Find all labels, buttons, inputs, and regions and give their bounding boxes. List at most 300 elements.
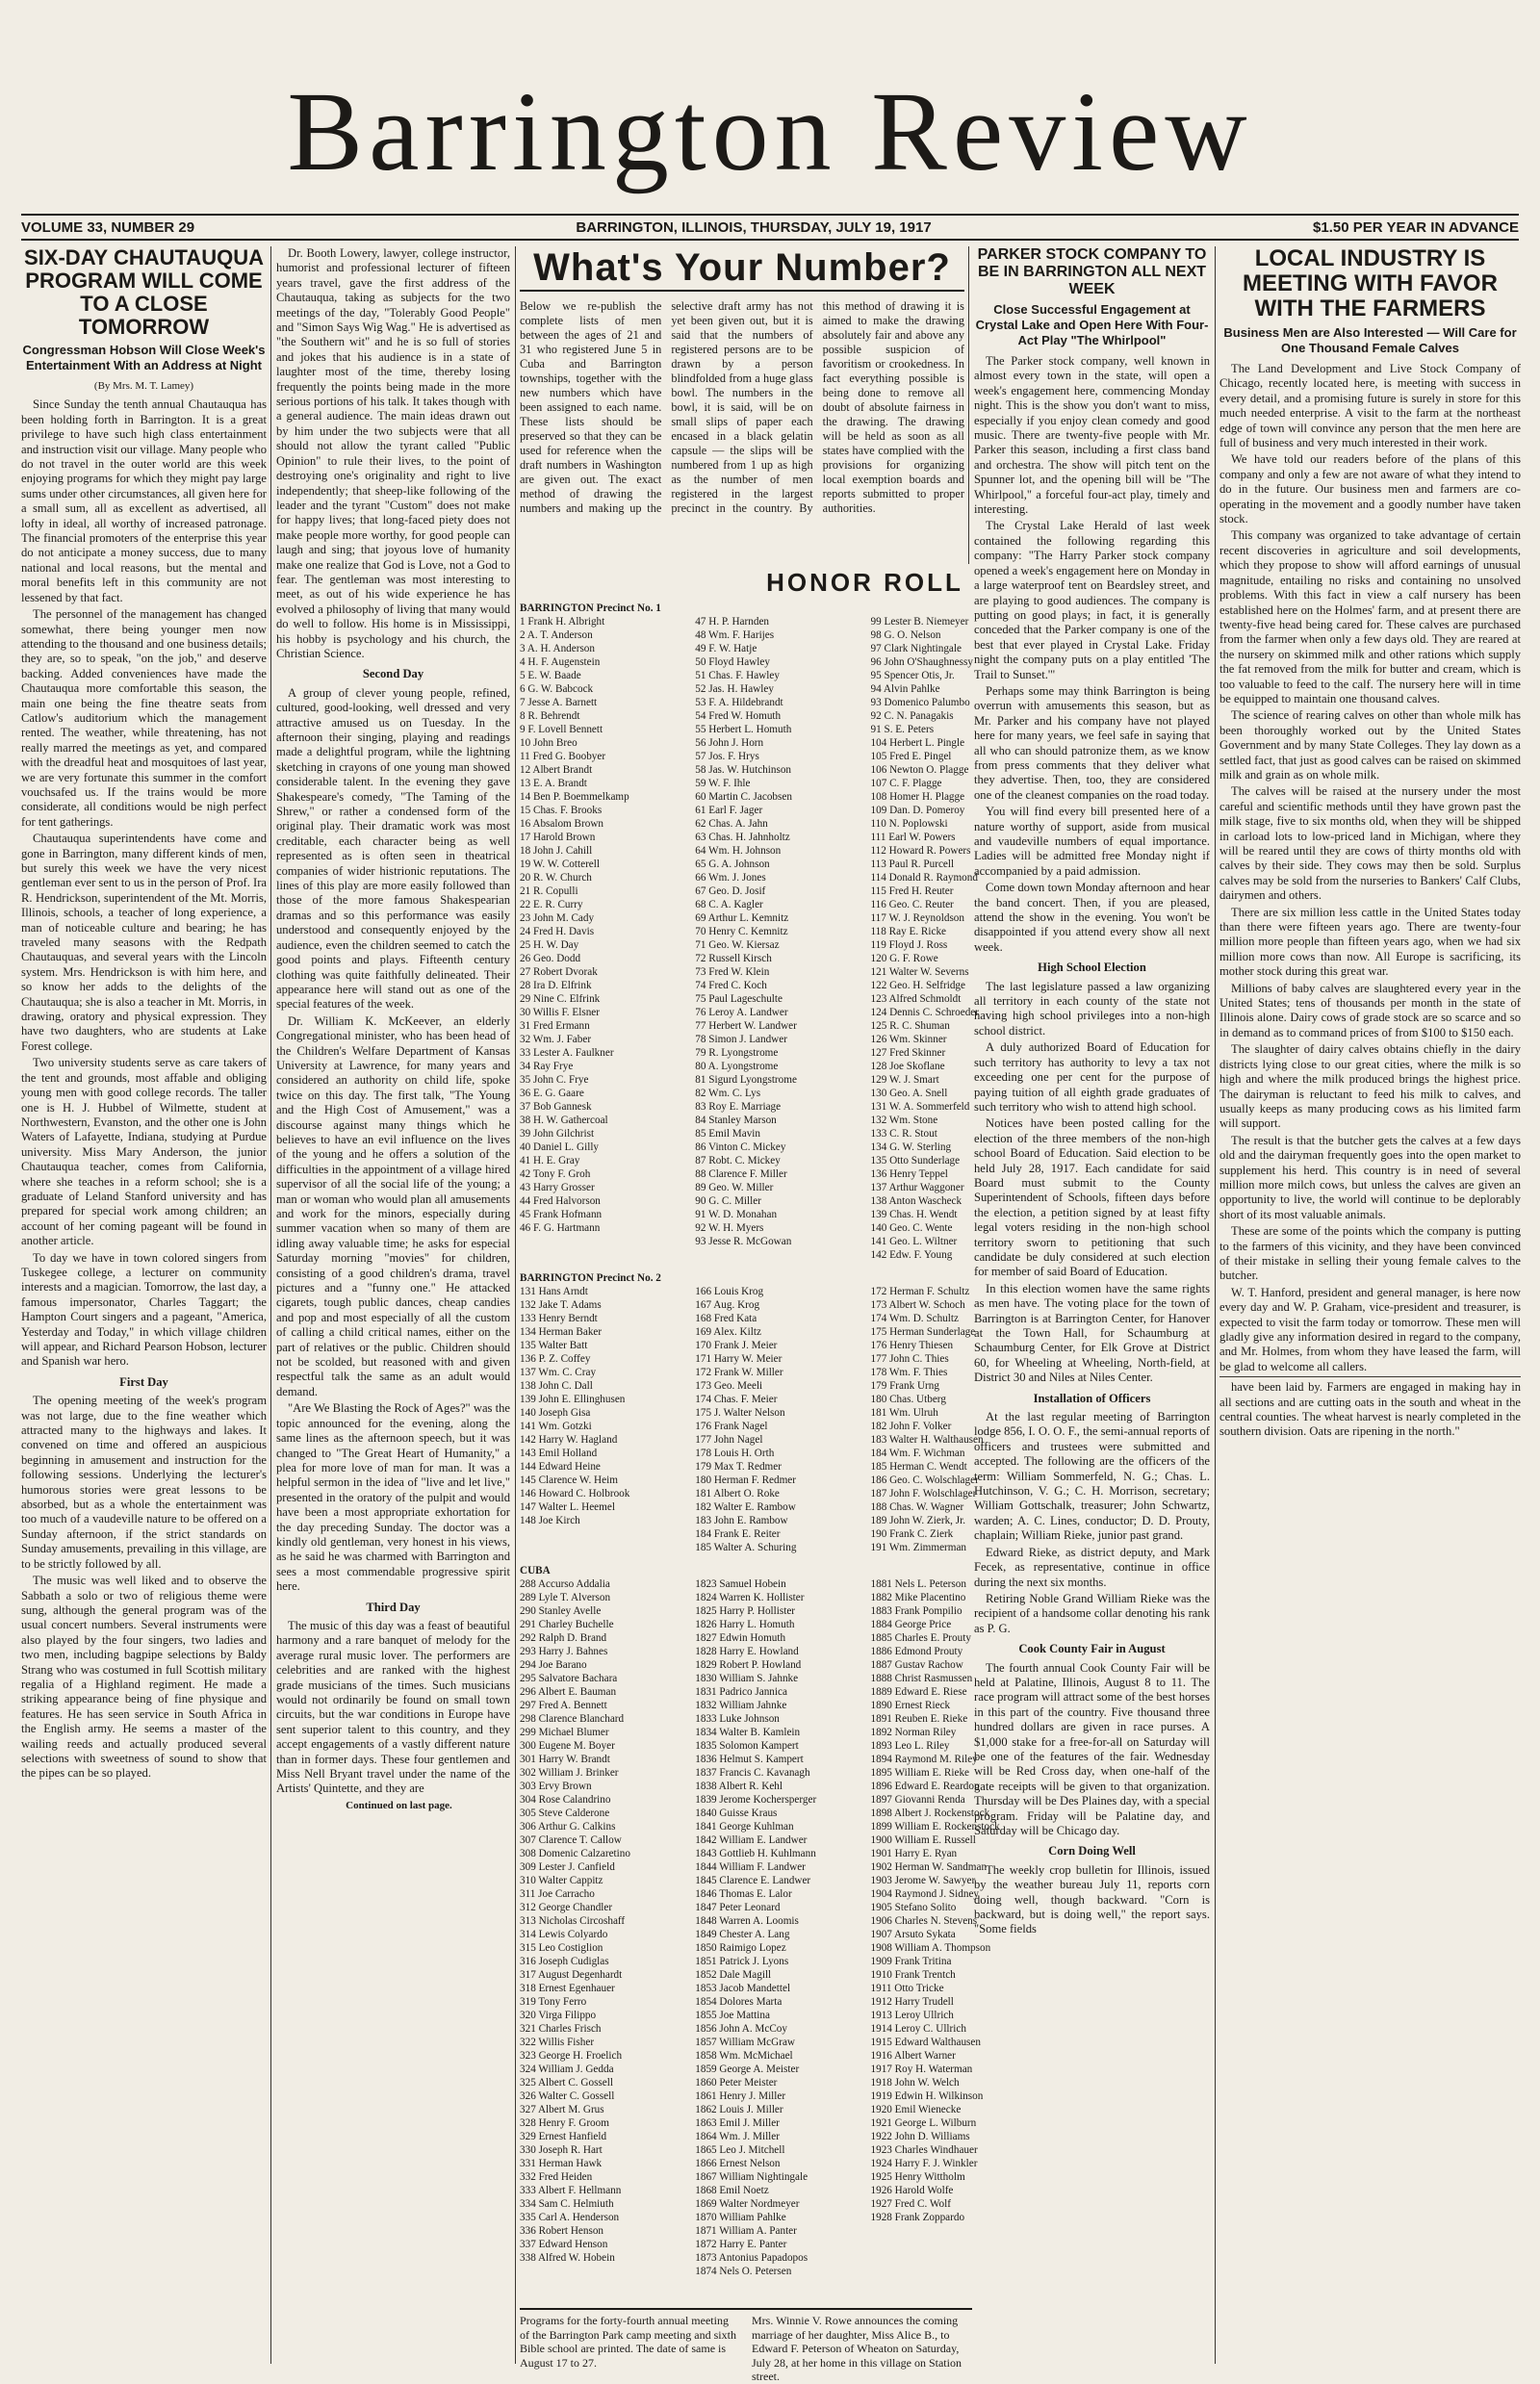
honor-roll-entry: 308 Domenic Calzaretino <box>520 1848 630 1859</box>
honor-roll-entry: 176 Frank Nagel <box>695 1421 768 1432</box>
honor-roll-entry: 338 Alfred W. Hobein <box>520 2252 615 2264</box>
honor-roll-entry: 21 R. Copulli <box>520 885 578 897</box>
honor-roll-entry: 1912 Harry Trudell <box>870 1996 954 2008</box>
honor-roll-entry: 297 Fred A. Bennett <box>520 1700 607 1711</box>
honor-roll-entry: 1925 Henry Wittholm <box>870 2171 965 2183</box>
honor-roll-entry: 293 Harry J. Bahnes <box>520 1646 608 1657</box>
honor-roll-entry: 1927 Fred C. Wolf <box>870 2198 951 2210</box>
honor-roll-entry: 3 A. H. Anderson <box>520 643 595 654</box>
honor-roll-entry: 29 Nine C. Elfrink <box>520 993 601 1005</box>
honor-roll-entry: 1903 Jerome W. Sawyer <box>870 1875 976 1886</box>
honor-roll-entry: 1890 Ernest Rieck <box>870 1700 951 1711</box>
honor-roll-entry: 191 Wm. Zimmerman <box>870 1542 967 1553</box>
honor-roll-entry: 1 Frank H. Albright <box>520 616 605 628</box>
paragraph: This company was organized to take advantage of certain recent discoveries in agriculture and soil developments, which they propose to show will afford earnings of unusual magnitude, entailing no risks and containing no unsolved problems. With this fact in view a calf nursery has been established here on the Holmes' farm, and at present there are twenty-five head being cared for. These calves are purchased from the farmer when only a few days old. They are reared at the nursery on skimmed milk and other rations which supply the fat removed from the milk for butter and cream, which is too valuable to feed to the calf. The nursery here will in time be equipped to maintain one thousand calves. <box>1219 528 1521 705</box>
honor-roll-entry: 129 W. J. Smart <box>870 1074 939 1086</box>
honor-roll-entry: 122 Geo. H. Selfridge <box>870 980 965 991</box>
honor-roll-entry: 133 Henry Berndt <box>520 1313 598 1324</box>
honor-roll-entry: 1873 Antonius Papadopos <box>695 2252 808 2264</box>
honor-roll-entry: 1853 Jacob Mandettel <box>695 1983 791 1994</box>
honor-roll-entry: 1883 Frank Pompilio <box>870 1605 962 1617</box>
honor-roll-entry: 334 Sam C. Helmiuth <box>520 2198 614 2210</box>
honor-roll-entry: 142 Edw. F. Young <box>870 1249 953 1261</box>
honor-roll-entry: 172 Herman F. Schultz <box>870 1286 970 1297</box>
honor-roll-entry: 30 Willis F. Elsner <box>520 1007 600 1018</box>
honor-roll-entry: 93 Domenico Palumbo <box>870 697 970 708</box>
honor-roll-entry: 168 Fred Kata <box>695 1313 757 1324</box>
paragraph: Since Sunday the tenth annual Chautauqua has been holding forth in Barrington. It is a great privilege to have such high class entertainment and instruction visit our village. Many people who do not travel in the outer world are this week enjoying programs for which they might pay large sums under other circumstances, all given here for a small sum, all as excellent as advertised, all lofty in ideal, all worthy of increased patronage. The financial promoters of the enterprise this year do not anticipate a money success, due to many national and local reasons, but the mental and moral benefits left in this community are not lessened by that fact. <box>21 397 267 604</box>
honor-roll-entry: 110 N. Poplowski <box>870 818 948 830</box>
section-heading: Cook County Fair in August <box>1018 1642 1166 1656</box>
honor-roll-entry: 40 Daniel L. Gilly <box>520 1141 600 1153</box>
honor-roll-entry: 1919 Edwin H. Wilkinson <box>870 2090 984 2102</box>
column-rule <box>515 246 516 2364</box>
honor-roll-entry: 1832 William Jahnke <box>695 1700 787 1711</box>
honor-roll-entry: 298 Clarence Blanchard <box>520 1713 625 1725</box>
honor-roll-entry: 26 Geo. Dodd <box>520 953 581 964</box>
honor-roll-entry: 299 Michael Blumer <box>520 1727 609 1738</box>
honor-roll-entry: 134 Herman Baker <box>520 1326 603 1338</box>
honor-roll-entry: 19 W. W. Cotterell <box>520 859 600 870</box>
article-headline: PARKER STOCK COMPANY TO BE IN BARRINGTON ALL NEXT WEEK <box>977 246 1207 297</box>
paragraph: A group of clever young people, refined, cultured, good-looking, well dressed and very attractive amused us on Tuesday. In the afternoon their singing, playing and readings made a delightful program, while the lightning sketching in crayons of one young man showed considerable talent. In the evening they gave Shakespeare's comedy, "The Taming of the Shrew," or rather a condensed form of the original play. Their dramatic work was most creditable, each character being as well represented as is often seen in theatrical companies of wider histrionic reputations. The lines of this play are more easily followed than those of the more famous Shakespearian dramas and so this performance was easily understood and consequently enjoyed by the audience, even the children seemed to catch the good points and plays. Fifteenth century clothing was quite faithfully delineated. Their appearance here will stand out as one of the special features of the week. <box>276 685 510 1012</box>
honor-roll-entry: 91 S. E. Peters <box>870 724 935 735</box>
dateline <box>21 214 1519 241</box>
honor-roll-entry: 128 Joe Skoflane <box>870 1061 945 1072</box>
honor-roll-entry: 47 H. P. Harnden <box>695 616 769 628</box>
honor-roll-entry: 111 Earl W. Powers <box>870 832 956 843</box>
paragraph: Millions of baby calves are slaughtered every year in the United States; tens of thousands per month in the state of Illinois alone. Dairy cows of grade stock are so scarce and so in demand as to command prices of from $100 to $150 each. <box>1219 981 1521 1039</box>
honor-roll-entry: 313 Nicholas Circoshaff <box>520 1915 626 1927</box>
honor-roll-entry: 181 Albert O. Roke <box>695 1488 780 1500</box>
honor-roll-entry: 1824 Warren K. Hollister <box>695 1592 805 1603</box>
honor-roll-entry: 1861 Henry J. Miller <box>695 2090 786 2102</box>
honor-roll-entry: 11 Fred G. Boobyer <box>520 751 606 762</box>
honor-roll-entry: 58 Jas. W. Hutchinson <box>695 764 792 776</box>
honor-roll-entry: 127 Fred Skinner <box>870 1047 946 1059</box>
honor-roll-entry: 1897 Giovanni Renda <box>870 1794 965 1806</box>
honor-roll-entry: 38 H. W. Gathercoal <box>520 1115 608 1126</box>
honor-roll-entry: 1900 William E. Russell <box>870 1834 976 1846</box>
honor-roll-entry: 79 R. Lyongstrome <box>695 1047 779 1059</box>
paragraph: Chautauqua superintendents have come and gone in Barrington, many different kinds of men, but surely this week we have the very nicest gentleman ever sent to us in the person of Prof. Ira R. Hendrickson, superintendent of the Mt. Morris, Illinois, schools, a teacher of long experience, a man of noticeable culture and bearing; he has traveled many seasons with the Redpath Chautauquas, and several years with the Lincoln system. Mrs. Hendrickson is with him here, and so know her adds to the delights of the Chautauqua; she is also a teacher in Mt. Morris, in drawing, oratory and physical expression. They have two daughters, who are students at Lake Forest college. <box>21 832 267 1053</box>
honor-roll-entry: 31 Fred Ermann <box>520 1020 590 1032</box>
honor-roll-entry: 1858 Wm. McMichael <box>695 2050 793 2062</box>
honor-roll-entry: 315 Leo Costiglion <box>520 1942 603 1954</box>
honor-roll-entry: 138 John C. Dall <box>520 1380 593 1392</box>
paragraph: "Are We Blasting the Rock of Ages?" was the topic announced for the evening, along the same lines as the afternoon speech, but it was changed to "The Great Heart of Humanity," a plea for more love of man for man. It was a helpful sermon in the idea of "live and let live," presented in the oratory of the pulpit and would have been a most appropriate exhortation for the day preceding Sunday. The doctor was a kindly old gentleman, very honest in his views, as he said he was charmed with Barrington and sees a most commendable progressive spirit here. <box>276 1401 510 1594</box>
honor-roll-entry: 55 Herbert L. Homuth <box>695 724 792 735</box>
honor-roll-entry: 178 Louis H. Orth <box>695 1448 775 1459</box>
honor-roll-entry: 84 Stanley Marson <box>695 1115 777 1126</box>
honor-roll-entry: 1843 Gottlieb H. Kuhlmann <box>695 1848 816 1859</box>
paragraph: To day we have in town colored singers from Tuskegee college, a lecturer on community interests and a magician. Tomorrow, the last day, a famous impersonator, Charles Taggart; the Hampton Court singers and a pageant, "America, Yesterday and Today," in which village children will appear, and Richard Pearson Hobson, lecturer and Spanish war hero. <box>21 1250 267 1369</box>
honor-roll-entry: 188 Chas. W. Wagner <box>870 1501 964 1513</box>
honor-roll-entry: 184 Wm. F. Wichman <box>870 1448 965 1459</box>
honor-roll-entry: 1884 George Price <box>870 1619 952 1630</box>
honor-roll-entry: 316 Joseph Cudiglas <box>520 1956 609 1967</box>
honor-roll-entry: 1914 Leroy C. Ullrich <box>870 2023 966 2035</box>
honor-roll-entry: 1867 William Nightingale <box>695 2171 808 2183</box>
paragraph: In this election women have the same rights as men have. The voting place for the town of Barrington is at Barrington Center, for Hanover at the Town Hall, for Schaumburg at Schaumburg Center, for Elk Grove at District 60, for Wheeling at Wheeling, North-field, at District 30 and Niles at Niles Center. <box>974 1281 1210 1385</box>
honor-roll-entry: 320 Virga Filippo <box>520 2010 597 2021</box>
honor-roll-entry: 72 Russell Kirsch <box>695 953 772 964</box>
honor-roll-entry: 148 Joe Kirch <box>520 1515 580 1526</box>
honor-roll-entry: 1829 Robert P. Howland <box>695 1659 802 1671</box>
honor-roll-entry: 1856 John A. McCoy <box>695 2023 787 2035</box>
paragraph: The science of rearing calves on other than whole milk has been thoroughly worked out by the United States Government and by many State Colleges. They lay down as a settled fact, that just as good calves can be raised on skimmed milk and grain as on whole milk. <box>1219 708 1521 782</box>
paragraph: The opening meeting of the week's program was not large, due to the fine weather which attracted many to the highways and lakes. It convened on time and offered an auspicious beginning in amusement and instruction for the following sessions. Underlying the lecturer's humorous stories were great lessons to be absorbed, but as a whole the entertainment was too much of a vaudeville nature to be offered on a Sunday afternoon, if the strict standards on Sunday amusements, prevailing in this village, are to be strictly followed by all. <box>21 1394 267 1571</box>
honor-roll-entry: 1846 Thomas E. Lalor <box>695 1888 792 1900</box>
honor-roll-entry: 1828 Harry E. Howland <box>695 1646 799 1657</box>
honor-roll-entry: 1909 Frank Tritina <box>870 1956 952 1967</box>
honor-roll-entry: 175 Herman Sunderlage <box>870 1326 976 1338</box>
honor-roll-entry: 1872 Harry E. Panter <box>695 2239 787 2250</box>
honor-roll-entry: 48 Wm. F. Harijes <box>695 629 775 641</box>
paragraph: The Crystal Lake Herald of last week contained the following regarding this company: "The Harry Parker stock company opened a week's engagement here on Monday in a large waterproof tent on Beardsley street, and are playing to good audiences. The company is putting on good plays; in fact, it is generally conceded that the Parker company is one of the best that ever played in Crystal Lake. Friday night the company puts on a play entitled 'The Trail to Sunset.'" <box>974 519 1210 681</box>
honor-roll-entry: 94 Alvin Pahlke <box>870 683 940 695</box>
precinct-heading: BARRINGTON Precinct No. 1 <box>520 602 661 614</box>
paragraph: Two university students serve as care takers of the tent and grounds, most affable and obliging young men with good college records. The taller one is H. J. Hubbel of Wilmette, student at Northwestern, Evanston, and the other one is John Waters of Lafayette, Indiana, studying at Purdue university. Miss Mary Anderson, the junior Chautauqua teacher, comes from California, where she teaches in a reform school; she is a graduate of Leland Stanford university and has prepared for special work among children; an account of her coming pageant will be found in another article. <box>21 1056 267 1248</box>
honor-roll-entry: 6 G. W. Babcock <box>520 683 594 695</box>
honor-roll-entry: 107 C. F. Plagge <box>870 778 942 789</box>
honor-roll-entry: 1893 Leo L. Riley <box>870 1740 950 1752</box>
honor-roll-entry: 1841 George Kuhlman <box>695 1821 794 1833</box>
honor-roll-entry <box>520 1248 683 1262</box>
honor-roll-entry: 130 Geo. A. Snell <box>870 1088 948 1099</box>
column-rule <box>270 246 271 2364</box>
honor-roll-entry: 1917 Roy H. Waterman <box>870 2064 973 2075</box>
honor-roll-entry: 190 Frank C. Zierk <box>870 1528 954 1540</box>
honor-roll-entry: 1882 Mike Placentino <box>870 1592 966 1603</box>
honor-roll-entry: 1845 Clarence E. Landwer <box>695 1875 811 1886</box>
volume-number: VOLUME 33, NUMBER 29 <box>21 218 195 236</box>
honor-roll-entry: 323 George H. Froelich <box>520 2050 623 2062</box>
honor-roll-entry <box>520 1541 683 1554</box>
section-heading: Third Day <box>366 1600 421 1614</box>
honor-roll-entry: 309 Lester J. Canfield <box>520 1861 615 1873</box>
honor-roll-entry: 1840 Guisse Kraus <box>695 1807 778 1819</box>
column-rule <box>968 246 969 564</box>
honor-roll-entry: 1851 Patrick J. Lyons <box>695 1956 789 1967</box>
honor-roll-entry: 1913 Leroy Ullrich <box>870 2010 954 2021</box>
honor-roll-entry: 182 John F. Volker <box>870 1421 952 1432</box>
paragraph: Perhaps some may think Barrington is being overrun with amusements this season, but as Mr. Parker and his company have not played here for many years, we feel safe in saying that all who can should patronize them, as we know from press comments that they deliver what they advertise. Then, too, they are considered one of the cleanest companies on the road today. <box>974 683 1210 802</box>
honor-roll-entry: 176 Henry Thiesen <box>870 1340 954 1351</box>
honor-roll-entry: 88 Clarence F. Miller <box>695 1168 787 1180</box>
honor-roll-entry: 144 Edward Heine <box>520 1461 601 1473</box>
notice-camp-meeting: Programs for the forty-fourth annual meeting of the Barrington Park camp meeting and sixth Bible school are printed. The date of same is August 17 to 27. <box>520 2314 736 2370</box>
honor-roll-entry: 1830 William S. Jahnke <box>695 1673 799 1684</box>
honor-roll-entry: 1918 John W. Welch <box>870 2077 960 2089</box>
honor-roll-entry: 183 Walter H. Walthausen <box>870 1434 984 1446</box>
honor-roll-entry: 123 Alfred Schmoldt <box>870 993 962 1005</box>
article-subhead: Business Men are Also Interested — Will Care for One Thousand Female Calves <box>1223 325 1517 355</box>
honor-roll-entry: 39 John Gilchrist <box>520 1128 595 1140</box>
honor-roll-entry: 136 Henry Teppel <box>870 1168 948 1180</box>
honor-roll-entry: 141 Wm. Gotzki <box>520 1421 592 1432</box>
parker-stock-article <box>974 246 1210 2364</box>
honor-roll-entry: 99 Lester B. Niemeyer <box>870 616 969 628</box>
honor-roll-entry: 75 Paul Lageschulte <box>695 993 783 1005</box>
section-heading: Corn Doing Well <box>1048 1844 1136 1858</box>
honor-roll-entry: 329 Ernest Hanfield <box>520 2131 607 2142</box>
honor-roll-entry: 305 Steve Calderone <box>520 1807 610 1819</box>
honor-roll-entry: 92 W. H. Myers <box>695 1222 764 1234</box>
honor-roll-entry: 327 Albert M. Grus <box>520 2104 604 2115</box>
honor-roll-entry: 1834 Walter B. Kamlein <box>695 1727 801 1738</box>
honor-roll-entry: 66 Wm. J. Jones <box>695 872 766 884</box>
honor-roll-entry: 174 Wm. D. Schultz <box>870 1313 959 1324</box>
honor-roll-entry: 43 Harry Grosser <box>520 1182 595 1193</box>
honor-roll-entry: 74 Fred C. Koch <box>695 980 767 991</box>
honor-roll-entry: 172 Frank W. Miller <box>695 1367 783 1378</box>
honor-roll-entry: 115 Fred H. Reuter <box>870 885 954 897</box>
honor-roll-entry: 5 E. W. Baade <box>520 670 581 681</box>
honor-roll-entry: 1871 William A. Panter <box>695 2225 797 2237</box>
honor-roll-entry: 132 Jake T. Adams <box>520 1299 602 1311</box>
honor-roll-entry: 1869 Walter Nordmeyer <box>695 2198 800 2210</box>
honor-roll-entry: 113 Paul R. Purcell <box>870 859 955 870</box>
honor-roll-entry: 8 R. Behrendt <box>520 710 580 722</box>
honor-roll-entry: 321 Charles Frisch <box>520 2023 602 2035</box>
honor-roll-entry: 42 Tony F. Groh <box>520 1168 591 1180</box>
honor-roll-entry: 1855 Joe Mattina <box>695 2010 770 2021</box>
honor-roll-entry: 291 Charley Buchelle <box>520 1619 614 1630</box>
honor-roll-entry: 138 Anton Wascheck <box>870 1195 962 1207</box>
honor-roll-entry: 112 Howard R. Powers <box>870 845 971 857</box>
honor-roll-entry: 185 Walter A. Schuring <box>695 1542 797 1553</box>
honor-roll-entry: 23 John M. Cady <box>520 912 595 924</box>
honor-roll-entry: 93 Jesse R. McGowan <box>695 1236 792 1247</box>
honor-roll-entry: 24 Fred H. Davis <box>520 926 595 937</box>
honor-roll-entry: 120 G. F. Rowe <box>870 953 938 964</box>
honor-roll-entry: 1852 Dale Magill <box>695 1969 772 1981</box>
honor-roll-entry: 189 John W. Zierk, Jr. <box>870 1515 966 1526</box>
honor-roll-entry: 4 H. F. Augenstein <box>520 656 601 668</box>
honor-roll-entry: 95 Spencer Otis, Jr. <box>870 670 955 681</box>
honor-roll-entry: 22 E. R. Curry <box>520 899 583 910</box>
honor-roll-entry: 71 Geo. W. Kiersaz <box>695 939 780 951</box>
honor-roll-entry: 118 Ray E. Ricke <box>870 926 947 937</box>
honor-roll-entry: 89 Geo. W. Miller <box>695 1182 774 1193</box>
honor-roll-entry: 307 Clarence T. Callow <box>520 1834 622 1846</box>
article-headline: SIX-DAY CHAUTAUQUA PROGRAM WILL COME TO A CLOSE TOMORROW <box>24 246 264 339</box>
honor-roll-entry: 92 C. N. Panagakis <box>870 710 954 722</box>
honor-roll-entry: 311 Joe Carracho <box>520 1888 595 1900</box>
honor-roll-entry: 177 John Nagel <box>695 1434 763 1446</box>
honor-roll-entry <box>520 1527 683 1541</box>
honor-roll-entry: 12 Albert Brandt <box>520 764 593 776</box>
honor-roll-entry: 137 Arthur Waggoner <box>870 1182 964 1193</box>
honor-roll-entry: 295 Salvatore Bachara <box>520 1673 618 1684</box>
honor-roll-entry: 141 Geo. L. Wiltner <box>870 1236 958 1247</box>
honor-roll-entry: 179 Max T. Redmer <box>695 1461 782 1473</box>
honor-roll-entry: 1868 Emil Noetz <box>695 2185 769 2196</box>
paragraph: Notices have been posted calling for the election of the three members of the non-high school Board of Education. Said election to be held July 28, 1917. Each candidate for said Board must submit to the County Superintendent of Schools, fifteen days before the election, a petition signed by at least fifty legal voters residing in the non-high school territory sworn to petitioning that such candidate be duly considered at such election for member of said Board of Education. <box>974 1116 1210 1279</box>
honor-roll-entry: 1827 Edwin Homuth <box>695 1632 786 1644</box>
honor-roll-entry: 180 Herman F. Redmer <box>695 1474 796 1486</box>
honor-roll-entry: 86 Vinton C. Mickey <box>695 1141 786 1153</box>
honor-roll-entry: 177 John C. Thies <box>870 1353 949 1365</box>
honor-roll-entry: 67 Geo. D. Josif <box>695 885 766 897</box>
honor-roll-entry: 296 Albert E. Bauman <box>520 1686 617 1698</box>
honor-roll-entry: 1895 William E. Rieke <box>870 1767 970 1779</box>
notices <box>520 2308 972 2384</box>
draft-number-article <box>520 246 964 516</box>
subscription-price: $1.50 PER YEAR IN ADVANCE <box>1313 218 1519 236</box>
honor-roll-entry: 143 Emil Holland <box>520 1448 598 1459</box>
honor-roll-entry: 124 Dennis C. Schroeder <box>870 1007 979 1018</box>
honor-roll-entry: 1921 George L. Wilburn <box>870 2117 977 2129</box>
honor-roll-entry: 36 E. G. Gaare <box>520 1088 584 1099</box>
chautauqua-article <box>21 246 267 2364</box>
honor-roll-entry: 131 W. A. Sommerfeld <box>870 1101 970 1113</box>
honor-roll-entry: 1923 Charles Windhauer <box>870 2144 978 2156</box>
honor-roll-entry: 59 W. F. Ihle <box>695 778 751 789</box>
honor-roll-entry: 1847 Peter Leonard <box>695 1902 781 1913</box>
paragraph: Come down town Monday afternoon and hear the band concert. Then, if you are pleased, attend the show in the evening. You won't be disappointed if you attend every show all next week. <box>974 881 1210 954</box>
honor-roll-entry: 104 Herbert L. Pingle <box>870 737 965 749</box>
honor-roll-entry: 139 Chas. H. Wendt <box>870 1209 958 1220</box>
column-rule <box>1215 246 1216 2364</box>
honor-roll-entry: 1887 Gustav Rachow <box>870 1659 963 1671</box>
article-headline: LOCAL INDUSTRY IS MEETING WITH FAVOR WITH THE FARMERS <box>1243 246 1498 321</box>
honor-roll-entry: 1881 Nels L. Peterson <box>870 1578 966 1590</box>
honor-roll-entry: 133 C. R. Stout <box>870 1128 937 1140</box>
honor-roll-entry: 288 Accurso Addalia <box>520 1578 610 1590</box>
honor-roll-entry: 185 Herman C. Wendt <box>870 1461 967 1473</box>
honor-roll-entry: 1859 George A. Meister <box>695 2064 800 2075</box>
honor-roll-entry: 7 Jesse A. Barnett <box>520 697 598 708</box>
honor-roll-entry: 331 Herman Hawk <box>520 2158 603 2169</box>
paragraph: The music of this day was a feast of beautiful harmony and a rare banquet of melody for the average rural music lover. The performers are celebrities and are ranked with the highest grade musicians of the times. Such musicians would not ordinarily be found on small town circuits, but the war conditions in Europe have sent superior talent to this country, and they accept engagements of a vastly different nature than in former days. These four gentlemen and Miss Nell Bryant travel under the name of the Artists' Quintette, and they are <box>276 1618 510 1796</box>
honor-roll-entry: 140 Joseph Gisa <box>520 1407 591 1419</box>
honor-roll-entry: 312 George Chandler <box>520 1902 613 1913</box>
honor-roll-entry: 1911 Otto Tricke <box>870 1983 944 1994</box>
honor-roll-entry: 317 August Degenhardt <box>520 1969 623 1981</box>
honor-roll-entry: 186 Geo. C. Wolschlager <box>870 1474 979 1486</box>
honor-roll-entry: 17 Harold Brown <box>520 832 596 843</box>
honor-roll-entry: 328 Henry F. Groom <box>520 2117 609 2129</box>
honor-roll-entry: 97 Clark Nightingale <box>870 643 962 654</box>
honor-roll-entry: 1865 Leo J. Mitchell <box>695 2144 785 2156</box>
honor-roll-entry: 32 Wm. J. Faber <box>520 1034 592 1045</box>
honor-roll-entry: 1874 Nels O. Petersen <box>695 2266 792 2277</box>
honor-roll-entry: 1825 Harry P. Hollister <box>695 1605 796 1617</box>
honor-roll-entry: 1904 Raymond J. Sidney <box>870 1888 979 1900</box>
honor-roll-entry: 1850 Raimigo Lopez <box>695 1942 786 1954</box>
article-subhead: Close Successful Engagement at Crystal Lake and Open Here With Four-Act Play "The Whirlpool" <box>975 302 1209 347</box>
place-date: BARRINGTON, ILLINOIS, THURSDAY, JULY 19, 1917 <box>576 218 932 236</box>
paragraph: The result is that the butcher gets the calves at a few days old and the dairyman frequently goes into the open market to supplement his herd. This country is in need of several million more milch cows, but unless the calves are given an opportunity to live, the world will continue to be deplorably short of its most valuable animals. <box>1219 1133 1521 1221</box>
honor-roll-entry: 116 Geo. C. Reuter <box>870 899 954 910</box>
honor-roll-entry: 50 Floyd Hawley <box>695 656 770 668</box>
honor-roll-entry: 1839 Jerome Kochersperger <box>695 1794 817 1806</box>
honor-roll-entry: 1844 William F. Landwer <box>695 1861 806 1873</box>
honor-roll-entry: 1862 Louis J. Miller <box>695 2104 783 2115</box>
paragraph: Edward Rieke, as district deputy, and Mark Fecek, as representative, continue in office during the next six months. <box>974 1545 1210 1589</box>
paragraph: The weekly crop bulletin for Illinois, issued by the weather bureau July 11, reports corn doing well, though backward. "Corn is backward, but is doing well," the report says. "Some fields <box>974 1862 1210 1936</box>
honor-roll-entry: 1848 Warren A. Loomis <box>695 1915 799 1927</box>
honor-roll-entry: 1901 Harry E. Ryan <box>870 1848 958 1859</box>
honor-roll-entry: 28 Ira D. Elfrink <box>520 980 592 991</box>
honor-roll-entry: 70 Henry C. Kemnitz <box>695 926 788 937</box>
honor-roll-entry: 46 F. G. Hartmann <box>520 1222 601 1234</box>
paragraph: These are some of the points which the company is putting to the farmers of this vicinity, and they have been convinced of their mistake in selling their young female calves to the butcher. <box>1219 1224 1521 1283</box>
honor-roll-entry: 324 William J. Gedda <box>520 2064 614 2075</box>
article-headline: What's Your Number? <box>520 246 964 292</box>
honor-roll-entry: 174 Chas. F. Meier <box>695 1394 778 1405</box>
honor-roll-entry: 1920 Emil Wienecke <box>870 2104 962 2115</box>
paragraph: Dr. Booth Lowery, lawyer, college instructor, humorist and professional lecturer of fifteen years travel, gave the first address of the Chautauqua, taking as subjects for the two meetings of the day, "Tolerably Good People" and "Simon Says Wig Wag." He is advertised as "the Southern wit" and he is so full of stories and jokes that his audience is in a state of laughter most of the time, thereby losing frequently the points being made in the more serious portions of his talk. It takes though with a general audience. The main ideas drawn out by him under the two subjects were that all should not allow the tyrant called "Public Opinion" to rule their lives, to the point of destroying one's originality and right to live independently; that sheep-like following of the leader and the tyrant "Custom" does not make for happy lives; that long-faced piety does not make people more worthy, for good people can laugh and sing; that joyous love of humanity make one realize that God is Love, not a God to fear. The gentleman was most interesting to meet, as out of his wide experience he has evolved a philosophy of living that many would do well to follow. His home is in Mississippi, his hobby is psychology and his church, the Christian Science. <box>276 246 510 660</box>
paragraph: Dr. William K. McKeever, an elderly Congregational minister, who has been head of the Children's Welfare Department of Kansas University at Lawrence, for many years and considered an authority on child life, spoke twice on this day. The first talk, "The Young and the High Cost of Amusement," was a discourse against many things which he believes to have an evil influence on the lives of the young and he offers a solution of the difficulties in the appointment of a village hired supervisor of all the social life of the young; a man or woman who would plan all amusements and work for the minors, especially during summer vacation when so many of them are idling away valuable time; he asks for especial Saturday morning "movies" for children, consisting of a good children's drama, travel pictures and a "funny one." He attacked cigarets, tough public dances, cheap candies and pop and most especially of all the custom of calling a child critical names, either on the part of relatives or the public. Children should not be scolded, but reasoned with and given respectful talk the same as an adult would demand. <box>276 1013 510 1398</box>
honor-roll-entry: 1896 Edward E. Reardon <box>870 1781 980 1792</box>
honor-roll-entry: 166 Louis Krog <box>695 1286 764 1297</box>
paragraph: The slaughter of dairy calves obtains chiefly in the dairy districts lying close to our great cities, where the milk is so high and where the milk produced brings the highest price. The dairyman is reluctant to feed his milk to calves, and usually keeps as many producing cows as his limited farm will support. <box>1219 1042 1521 1131</box>
honor-roll-entry: 117 W. J. Reynoldson <box>870 912 964 924</box>
honor-roll-entry: 106 Newton O. Plagge <box>870 764 969 776</box>
honor-roll-entry: 167 Aug. Krog <box>695 1299 760 1311</box>
honor-roll-entry: 1928 Frank Zoppardo <box>870 2212 965 2223</box>
honor-roll-entry: 135 Walter Batt <box>520 1340 588 1351</box>
article-body: Below we re-publish the complete lists of men between the ages of 21 and 31 who registered June 5 in Cuba and Barrington townships, together with the new numbers which have been assigned to each name. These lists should be preserved so that they can be used for reference when the draft numbers in Washington are given out. The exact method of drawing the numbers and making up the selective draft army has not yet been given out, but it is said that the numbers of registered persons are to be drawn by a person blindfolded from a huge glass bowl. The numbers in the bowl, it is said, will be on small slips of paper each encased in a black gelatin capsule — the slips will be numbered from 1 up as high as the number of men registered in the largest precinct in the country. By this method of drawing it is aimed to make the drawing absolutely fair and above any possible suspicion of favoritism or crookedness. In fact everything possible is being done to remove all doubt of absolute fairness in the drawing. The drawing will be held as soon as all states have complied with the provisions for organizing local exemption boards and reports submitted to proper authorities. <box>520 299 964 515</box>
honor-roll-entry: 45 Frank Hofmann <box>520 1209 603 1220</box>
honor-roll-entry: 1888 Christ Rasmussen <box>870 1673 973 1684</box>
honor-roll-entry: 1924 Harry F. J. Winkler <box>870 2158 978 2169</box>
notice-marriage: Mrs. Winnie V. Rowe announces the coming marriage of her daughter, Miss Alice B., to Edward F. Peterson of Wheaton on Saturday, July 28, at her home in this village on Station street. <box>752 2314 962 2383</box>
honor-roll-entry: 140 Geo. C. Wente <box>870 1222 953 1234</box>
honor-roll-entry: 1926 Harold Wolfe <box>870 2185 954 2196</box>
honor-roll-entry: 41 H. E. Gray <box>520 1155 580 1166</box>
paragraph: A duly authorized Board of Education for such territory has authority to levy a tax not exceeding one per cent for the purpose of paying tuition of all eighth grade graduates of such territory who wish to attend high school. <box>974 1040 1210 1114</box>
honor-roll-entry: 310 Walter Cappitz <box>520 1875 603 1886</box>
honor-roll-entry: 1916 Albert Warner <box>870 2050 956 2062</box>
continued-note: Continued on last page. <box>346 1799 452 1811</box>
honor-roll-entry: 1891 Reuben E. Rieke <box>870 1713 968 1725</box>
honor-roll-entry: 1905 Stefano Solito <box>870 1902 957 1913</box>
honor-roll-entry: 14 Ben P. Boemmelkamp <box>520 791 629 803</box>
precinct-heading: CUBA <box>520 1565 551 1577</box>
honor-roll-entry <box>520 2265 683 2278</box>
honor-roll-entry: 51 Chas. F. Hawley <box>695 670 780 681</box>
honor-roll-entry: 181 Wm. Ulruh <box>870 1407 938 1419</box>
honor-roll-entry: 63 Chas. H. Jahnholtz <box>695 832 790 843</box>
honor-roll-entry: 337 Edward Henson <box>520 2239 608 2250</box>
honor-roll-entry: 114 Donald R. Raymond <box>870 872 978 884</box>
honor-roll-entry: 15 Chas. F. Brooks <box>520 805 603 816</box>
honor-roll-entry: 1886 Edmond Prouty <box>870 1646 963 1657</box>
honor-roll-entry: 325 Albert C. Gossell <box>520 2077 613 2089</box>
paragraph: The fourth annual Cook County Fair will be held at Palatine, Illinois, August 8 to 11. The race program will attract some of the best horses in this part of the country. Five thousand three hundred dollars are given in race purses. A $1,000 stake for a free-for-all on Saturday will be one of the features of the fair. Wednesday will be Red Cross day, when one-half of the gate receipts will be given to that organization. Thursday will be Des Plaines day, with a special program. Friday will be Palatine day, and Saturday will be Chicago day. <box>974 1660 1210 1837</box>
paragraph: have been laid by. Farmers are engaged in making hay in all sections and are cutting oats in the south and wheat in the central counties. The wheat harvest is nearly completed in the southern division. Oats are ripening in the north." <box>1219 1376 1521 1440</box>
section-heading: Installation of Officers <box>1033 1391 1151 1405</box>
paragraph: You will find every bill presented here of a nature worthy of support, aside from musical and vaudeville numbers of equal importance. Ladies will be admitted free Monday night if accompanied by a paid admission. <box>974 805 1210 878</box>
honor-roll-entry: 170 Frank J. Meier <box>695 1340 778 1351</box>
honor-roll-entry: 82 Wm. C. Lys <box>695 1088 761 1099</box>
honor-roll-entry: 132 Wm. Stone <box>870 1115 938 1126</box>
honor-roll-entry: 91 W. D. Monahan <box>695 1209 778 1220</box>
honor-roll-entry: 173 Albert W. Schoch <box>870 1299 965 1311</box>
honor-roll-entry: 1910 Frank Trentch <box>870 1969 956 1981</box>
honor-roll-entry: 60 Martin C. Jacobsen <box>695 791 792 803</box>
honor-roll-entry: 85 Emil Mavin <box>695 1128 760 1140</box>
honor-roll-entry: 1889 Edward E. Riese <box>870 1686 967 1698</box>
honor-roll-entry: 96 John O'Shaughnessy <box>870 656 973 668</box>
honor-roll-entry: 300 Eugene M. Boyer <box>520 1740 615 1752</box>
paragraph: W. T. Hanford, president and general manager, is here now every day and W. P. Graham, vice-president and treasurer, is expected to visit the farm today or tomorrow. These men will gladly give any information desired in regard to the company, and Mr. Holmes, from whom they have leased the farm, will be glad to welcome all callers. <box>1219 1285 1521 1373</box>
honor-roll-entry: 303 Ervy Brown <box>520 1781 592 1792</box>
